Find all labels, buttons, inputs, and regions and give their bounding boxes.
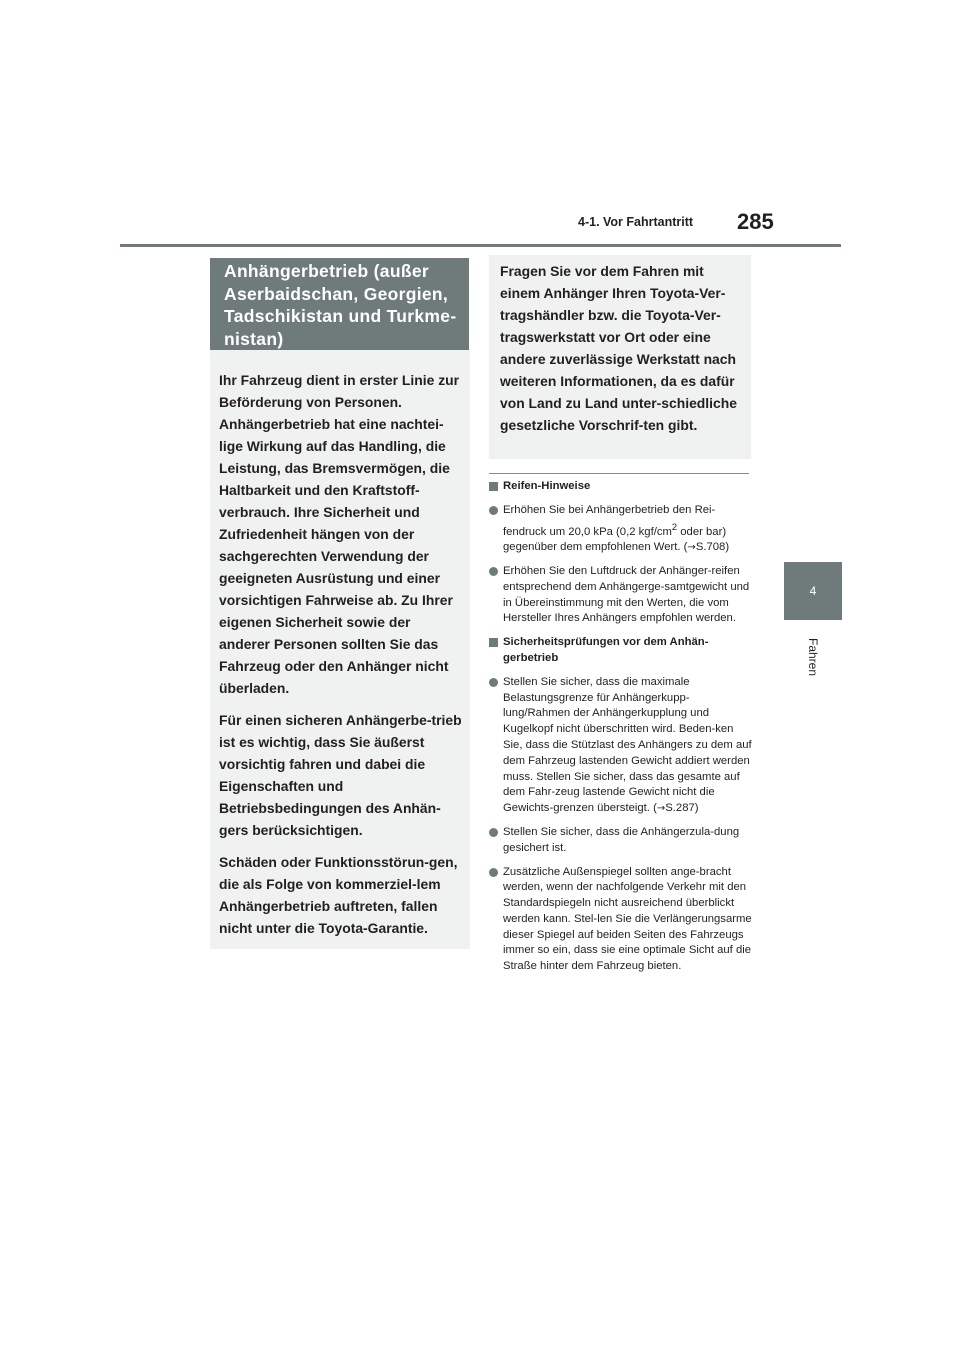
safety-note-1 xyxy=(489,675,753,817)
left-paragraph-1: Ihr Fahrzeug dient in erster Linie zur Beförderung von Personen. Anhängerbetrieb hat eine nachtei-lige Wirkung auf das Handling, die Leistung, das Bremsvermögen, die Haltbarkeit und den Kraftstoff-verbrauch. Ihre Sicherheit und Zufriedenheit hängen von der sachgerechten Verwendung der geeigneten Ausrüstung und einer vorsichtigen Fahrweise ab. Zu Ihrer eigenen Sicherheit sowie der anderer Personen sollten Sie das Fahrzeug oder den Anhänger nicht überladen. xyxy=(219,372,460,696)
left-paragraph-3: Schäden oder Funktionsstörun-gen, die als Folge von kommerziel-lem Anhängerbetrieb auftreten, fallen nicht unter die Toyota-Garantie. xyxy=(219,854,458,936)
safety-note-2-text: Stellen Sie sicher, dass die Anhängerzula-dung gesichert ist. xyxy=(503,825,740,854)
bullet-icon xyxy=(489,828,498,837)
chapter-tab[interactable]: 4 xyxy=(784,562,842,620)
safety-note-1-reference[interactable]: S.287) xyxy=(665,802,699,815)
left-text-box xyxy=(210,350,470,949)
tire-heading xyxy=(489,479,753,495)
page-number: 285 xyxy=(737,209,774,234)
chapter-label-text: Fahren xyxy=(806,637,820,677)
safety-note-2 xyxy=(489,825,753,857)
chapter-label xyxy=(784,632,842,682)
bullet-icon xyxy=(489,868,498,877)
tire-note-1-part1: Erhöhen Sie bei Anhängerbetrieb den Rei-fendruck um 20,0 kPa (0,2 kgf/cm xyxy=(503,503,716,538)
left-paragraph-2: Für einen sicheren Anhängerbe-trieb ist es wichtig, dass Sie äußerst vorsichtig fahren und dabei die Eigenschaften und Betriebsbedingungen des Anhän-gers berücksichtigen. xyxy=(219,712,462,838)
safety-note-1-body: Stellen Sie sicher, dass die maximale Belastungsgrenze für Anhängerkupp-lung/Rahmen der Anhängerkupplung und Kugelkopf nicht überschritten wird. Beden-ken Sie, dass die Stützlast des Anhängers zu dem auf dem Fahrzeug lastenden Gewicht addiert werden muss. Stellen Sie sicher, dass das gesamte auf dem Fahr-zeug lastende Gewicht nicht die Gewichts-grenzen übersteigt. ( xyxy=(503,675,752,815)
bullet-icon xyxy=(489,678,498,687)
safety-heading-text: Sicherheitsprüfungen vor dem Anhän-gerbetrieb xyxy=(503,636,709,664)
tire-note-2-text: Erhöhen Sie den Luftdruck der Anhänger-reifen entsprechend dem Anhängerge-samtgewicht und in Übereinstimmung mit den Werten, die vom Hersteller Ihres Anhängers empfohlen werden. xyxy=(503,564,750,625)
tire-note-1-superscript: 2 xyxy=(671,520,678,532)
safety-note-3 xyxy=(489,865,753,976)
arrow-icon: → xyxy=(687,542,696,554)
square-bullet-icon xyxy=(489,482,498,491)
header-divider xyxy=(120,244,841,247)
safety-heading xyxy=(489,635,753,667)
right-info-box xyxy=(489,255,751,459)
tire-note-1-text xyxy=(503,503,753,556)
tire-note-1-part2: oder bar) gegenüber dem empfohlenen Wert. ( xyxy=(503,525,727,554)
safety-note-1-text xyxy=(503,675,753,817)
section-title: 4-1. Vor Fahrtantritt xyxy=(578,215,694,229)
safety-note-3-text: Zusätzliche Außenspiegel sollten ange-bracht werden, wenn der nachfolgende Verkehr mit den Standardspiegeln nicht ausreichend überblickt werden kann. Stel-len Sie die Verlängerungsarme dieser Spiegel auf beiden Seiten des Fahrzeugs immer so ein, dass sie eine optimale Sicht auf die Straße hinter dem Fahrzeug bieten. xyxy=(503,865,752,973)
left-heading: Anhängerbetrieb (außer Aserbaidschan, Georgien, Tadschikistan und Turkme-nistan) xyxy=(210,258,469,350)
tire-note-1 xyxy=(489,503,753,556)
bullet-icon xyxy=(489,506,498,515)
tire-note-1-reference[interactable]: S.708) xyxy=(695,541,730,554)
notes-divider xyxy=(489,473,749,474)
tire-note-2 xyxy=(489,564,753,627)
arrow-icon: → xyxy=(656,803,666,815)
notes-section xyxy=(489,479,753,983)
right-info-text: Fragen Sie vor dem Fahren mit einem Anhänger Ihren Toyota-Ver-tragshändler bzw. die Toyota-Ver-tragswerkstatt vor Ort oder eine andere zuverlässige Werkstatt nach weiteren Informationen, da es dafür von Land zu Land unter-schiedliche gesetzliche Vorschrif-ten gibt. xyxy=(500,263,737,433)
tire-heading-text: Reifen-Hinweise xyxy=(503,480,591,492)
square-bullet-icon xyxy=(489,638,498,647)
bullet-icon xyxy=(489,567,498,576)
